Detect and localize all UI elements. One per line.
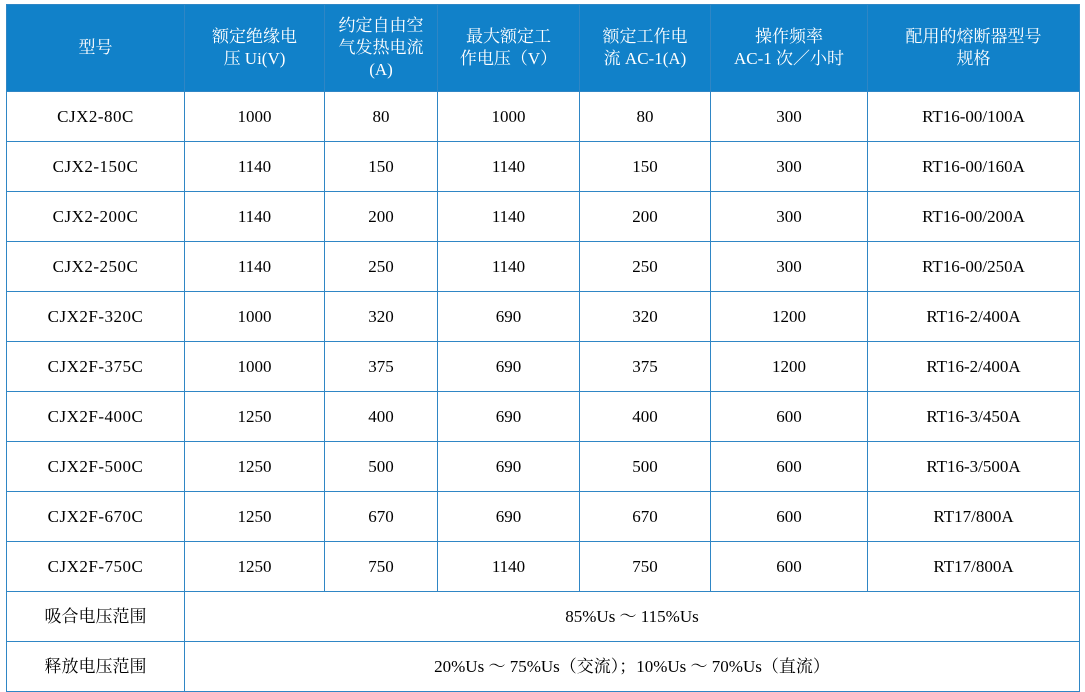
cell-fuse: RT16-2/400A [868, 342, 1080, 392]
column-header-model: 型号 [7, 5, 185, 92]
cell-ie: 670 [580, 492, 711, 542]
cell-ith: 250 [325, 242, 438, 292]
cell-ui: 1250 [185, 492, 325, 542]
cell-ue: 690 [438, 492, 580, 542]
cell-ui: 1000 [185, 292, 325, 342]
column-header-operating-frequency: 操作频率 AC-1 次／小时 [711, 5, 868, 92]
cell-ie: 320 [580, 292, 711, 342]
cell-ith: 500 [325, 442, 438, 492]
cell-ie: 400 [580, 392, 711, 442]
column-header-rated-insulation-voltage: 额定绝缘电 压 Ui(V) [185, 5, 325, 92]
cell-frequency: 300 [711, 92, 868, 142]
header-row [7, 5, 1080, 92]
table-row-pickup-voltage [7, 592, 1080, 642]
cell-frequency: 600 [711, 492, 868, 542]
cell-ie: 750 [580, 542, 711, 592]
cell-frequency: 1200 [711, 342, 868, 392]
table-row [7, 192, 1080, 242]
cell-frequency: 1200 [711, 292, 868, 342]
cell-ui: 1140 [185, 192, 325, 242]
cell-ith: 750 [325, 542, 438, 592]
cell-fuse: RT16-00/160A [868, 142, 1080, 192]
cell-model: CJX2-250C [7, 242, 185, 292]
cell-fuse: RT17/800A [868, 542, 1080, 592]
cell-ie: 375 [580, 342, 711, 392]
contactor-spec-table [6, 4, 1080, 692]
table-row [7, 92, 1080, 142]
cell-model: CJX2F-750C [7, 542, 185, 592]
cell-ie: 150 [580, 142, 711, 192]
cell-ue: 1140 [438, 242, 580, 292]
cell-ui: 1140 [185, 242, 325, 292]
cell-ith: 200 [325, 192, 438, 242]
cell-ie: 500 [580, 442, 711, 492]
cell-ue: 690 [438, 442, 580, 492]
cell-model: CJX2F-670C [7, 492, 185, 542]
cell-ue: 690 [438, 392, 580, 442]
cell-ui: 1250 [185, 442, 325, 492]
cell-model: CJX2F-375C [7, 342, 185, 392]
cell-ue: 1140 [438, 192, 580, 242]
table-row-release-voltage [7, 642, 1080, 692]
cell-fuse: RT16-00/250A [868, 242, 1080, 292]
column-header-max-operating-voltage: 最大额定工 作电压（V） [438, 5, 580, 92]
table-row [7, 292, 1080, 342]
table-head [7, 5, 1080, 92]
cell-ith: 670 [325, 492, 438, 542]
cell-frequency: 600 [711, 392, 868, 442]
cell-frequency: 600 [711, 542, 868, 592]
cell-ui: 1250 [185, 542, 325, 592]
column-header-fuse-type: 配用的熔断器型号 规格 [868, 5, 1080, 92]
cell-release-voltage-range: 20%Us ～ 75%Us（交流）；10%Us ～ 70%Us（直流） [185, 642, 1080, 692]
cell-ui: 1000 [185, 92, 325, 142]
cell-ui: 1250 [185, 392, 325, 442]
cell-ie: 80 [580, 92, 711, 142]
cell-ie: 200 [580, 192, 711, 242]
cell-model: CJX2-150C [7, 142, 185, 192]
cell-frequency: 300 [711, 142, 868, 192]
table-row [7, 242, 1080, 292]
cell-fuse: RT16-00/100A [868, 92, 1080, 142]
cell-ith: 150 [325, 142, 438, 192]
table-row [7, 142, 1080, 192]
cell-ue: 1140 [438, 142, 580, 192]
cell-ue: 690 [438, 342, 580, 392]
cell-ue: 1000 [438, 92, 580, 142]
cell-ui: 1000 [185, 342, 325, 392]
cell-ith: 80 [325, 92, 438, 142]
cell-fuse: RT16-2/400A [868, 292, 1080, 342]
cell-ith: 320 [325, 292, 438, 342]
cell-fuse: RT17/800A [868, 492, 1080, 542]
cell-fuse: RT16-00/200A [868, 192, 1080, 242]
cell-ie: 250 [580, 242, 711, 292]
column-header-rated-operating-current: 额定工作电 流 AC-1(A) [580, 5, 711, 92]
row-label-release-voltage: 释放电压范围 [7, 642, 185, 692]
cell-model: CJX2-200C [7, 192, 185, 242]
table-row [7, 392, 1080, 442]
row-label-pickup-voltage: 吸合电压范围 [7, 592, 185, 642]
cell-pickup-voltage-range: 85%Us ～ 115%Us [185, 592, 1080, 642]
cell-fuse: RT16-3/500A [868, 442, 1080, 492]
cell-model: CJX2F-400C [7, 392, 185, 442]
cell-model: CJX2F-500C [7, 442, 185, 492]
table-row [7, 442, 1080, 492]
cell-frequency: 600 [711, 442, 868, 492]
table-row [7, 542, 1080, 592]
table-row [7, 342, 1080, 392]
cell-model: CJX2-80C [7, 92, 185, 142]
table-row [7, 492, 1080, 542]
column-header-thermal-current: 约定自由空 气发热电流 (A) [325, 5, 438, 92]
cell-ith: 375 [325, 342, 438, 392]
cell-ue: 1140 [438, 542, 580, 592]
cell-ui: 1140 [185, 142, 325, 192]
cell-ue: 690 [438, 292, 580, 342]
cell-fuse: RT16-3/450A [868, 392, 1080, 442]
cell-ith: 400 [325, 392, 438, 442]
cell-frequency: 300 [711, 242, 868, 292]
cell-model: CJX2F-320C [7, 292, 185, 342]
table-body [7, 92, 1080, 692]
cell-frequency: 300 [711, 192, 868, 242]
